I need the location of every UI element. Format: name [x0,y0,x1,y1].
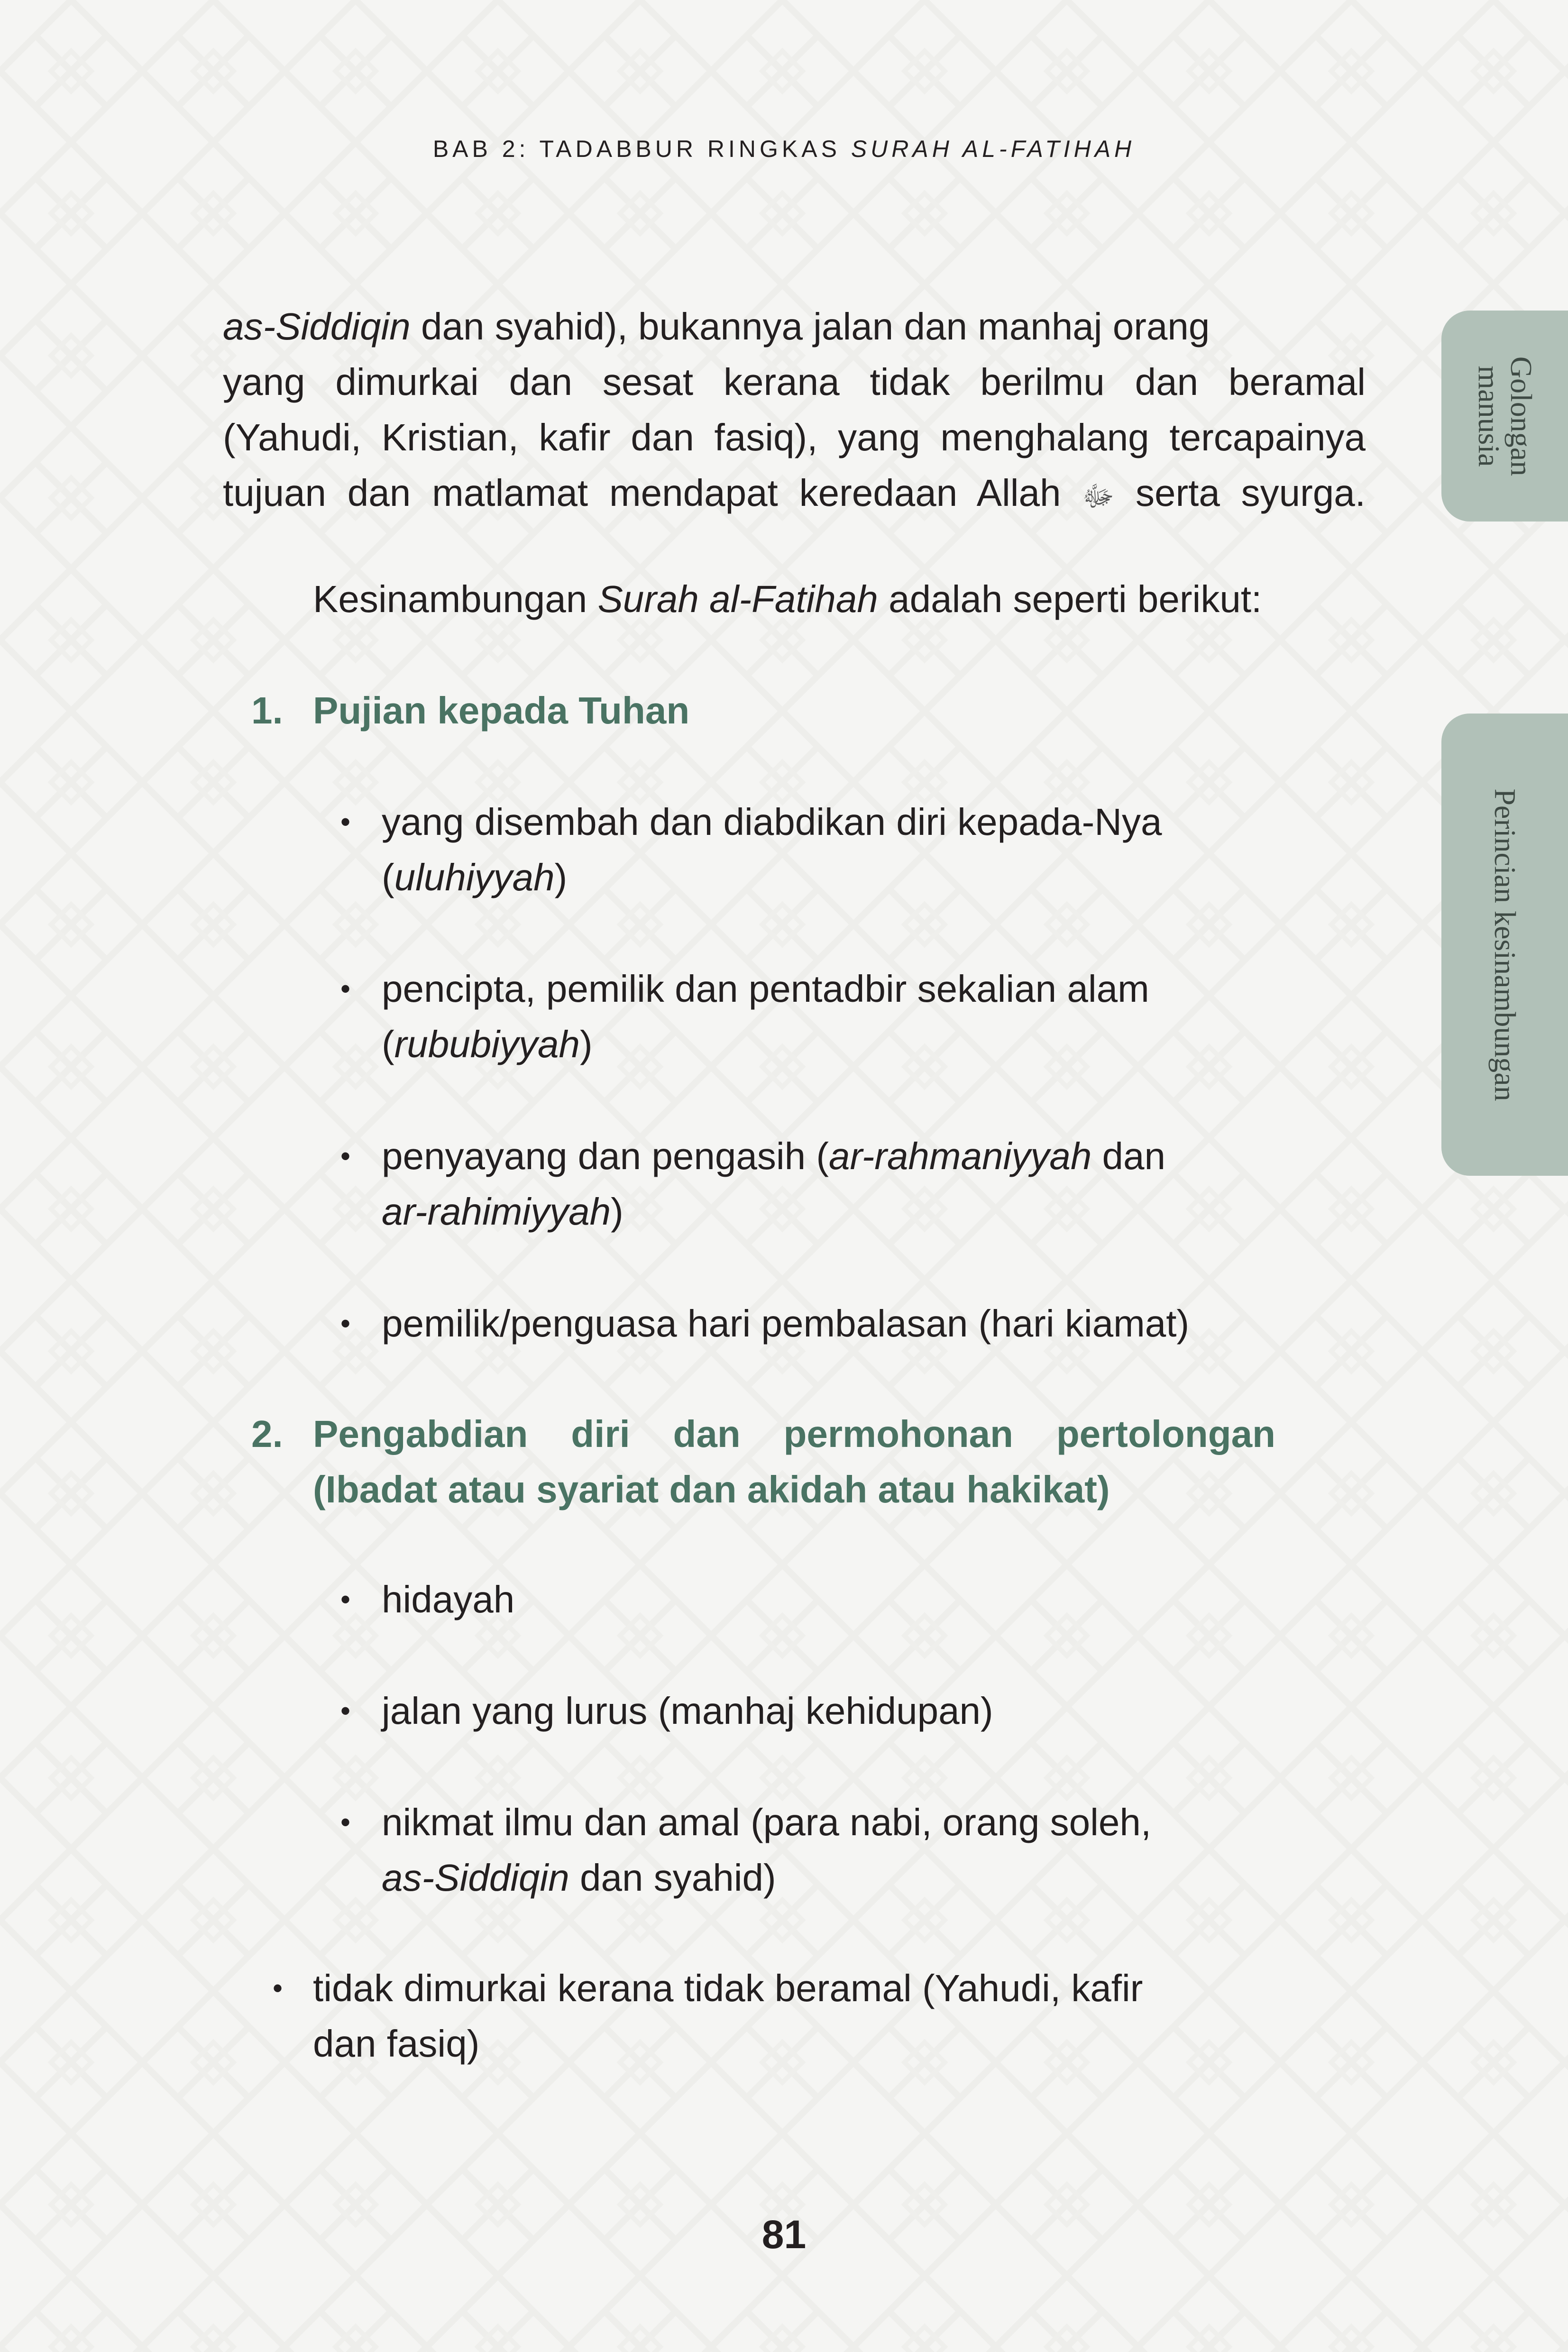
list-item [0,1296,1568,1351]
list-item-text [382,1128,1165,1184]
section-title: Pujian kepada Tuhan [313,689,690,732]
text: ) [580,1023,593,1065]
list-item [0,961,1568,1072]
side-tab-label: Perincian kesinambungan [1488,788,1522,1101]
list-item-text-line2 [382,1184,624,1239]
text: dan syahid) [569,1857,776,1899]
list-item [0,794,1568,905]
list-item-text: yang disembah dan diabdikan diri kepada-Nya [382,801,1162,843]
list-item [0,1794,1568,1905]
intro-line [313,571,1262,627]
bullet-icon: • [340,1806,351,1838]
list-item-text: pemilik/penguasa hari pembalasan (hari kiamat) [382,1302,1190,1345]
intro-text: Kesinambungan [313,578,598,620]
list-item-text: tidak dimurkai kerana tidak beramal (Yahudi, kafir [313,1967,1143,2009]
chapter-title: BAB 2: TADABBUR RINGKAS [432,136,851,162]
list-item [0,1128,1568,1239]
running-header [0,135,1568,163]
list-item-text: nikmat ilmu dan amal (para nabi, orang soleh, [382,1801,1152,1843]
section-title-line2: (Ibadat atau syariat dan akidah atau hakikat) [313,1468,1110,1510]
side-tab-golongan-manusia[interactable] [1441,311,1568,522]
bullet-icon: • [340,1583,351,1615]
list-item [0,1683,1568,1739]
paragraph-line-4 [223,465,1366,524]
text: ( [382,1023,394,1065]
chapter-title-italic: SURAH AL-FATIHAH [851,136,1136,162]
text: ) [554,856,568,898]
bullet-icon: • [340,973,351,1005]
bullet-icon: • [340,1308,351,1339]
list-item-text-line2 [382,1850,776,1905]
paragraph-line-1 [223,299,1366,354]
honorific-glyph: ﷻ [1082,480,1115,513]
side-tab-label [1473,356,1537,476]
section-number: 2. [251,1413,283,1455]
section-2-heading [0,1406,1568,1517]
tab-label-line1: Golongan [1504,356,1538,476]
list-item-text: pencipta, pemilik dan pentadbir sekalian alam [382,968,1149,1010]
section-title-line1: Pengabdian diri dan permohonan pertolongan [313,1413,1275,1455]
paragraph-line-2: yang dimurkai dan sesat kerana tidak berilmu dan beramal [223,361,1366,403]
paragraph-line-4-text: tujuan dan matlamat mendapat keredaan Allah [223,472,1061,514]
list-item-text-line2: dan fasiq) [313,2023,480,2065]
text: ) [611,1190,624,1233]
list-item [0,1572,1568,1627]
text: dan [1091,1135,1166,1177]
term: ar-rahmaniyyah [828,1135,1092,1177]
page-number: 81 [761,2212,807,2257]
term: as-Siddiqin [382,1857,569,1899]
intro-surah-name: Surah al-Fatihah [597,578,878,620]
text: penyayang dan pengasih ( [382,1135,829,1177]
list-item-text-line2 [382,1016,593,1072]
paragraph-line-1-text: dan syahid), bukannya jalan dan manhaj orang [410,305,1210,348]
bullet-icon: • [340,1695,351,1727]
intro-text-end: adalah seperti berikut: [878,578,1262,620]
paragraph-line-3: (Yahudi, Kristian, kafir dan fasiq), yang menghalang tercapainya [223,416,1366,458]
tab-label-line2: manusia [1472,365,1506,467]
bullet-icon: • [340,806,351,838]
bullet-icon: • [340,1140,351,1172]
section-1-heading [0,683,1568,738]
term: uluhiyyah [394,856,555,898]
list-item-text: jalan yang lurus (manhaj kehidupan) [382,1690,993,1732]
list-item-text: hidayah [382,1578,515,1620]
section-number: 1. [251,689,283,732]
term: ar-rahimiyyah [382,1190,611,1233]
text: ( [382,856,394,898]
paragraph-line-4-end: serta syurga. [1135,472,1366,514]
term: rububiyyah [394,1023,580,1065]
list-item [0,1960,1568,2071]
term-as-siddiqin: as-Siddiqin [223,305,411,348]
side-tab-perincian-kesinambungan[interactable] [1441,714,1568,1176]
list-item-text-line2 [382,850,567,905]
bullet-icon: • [273,1972,283,2004]
